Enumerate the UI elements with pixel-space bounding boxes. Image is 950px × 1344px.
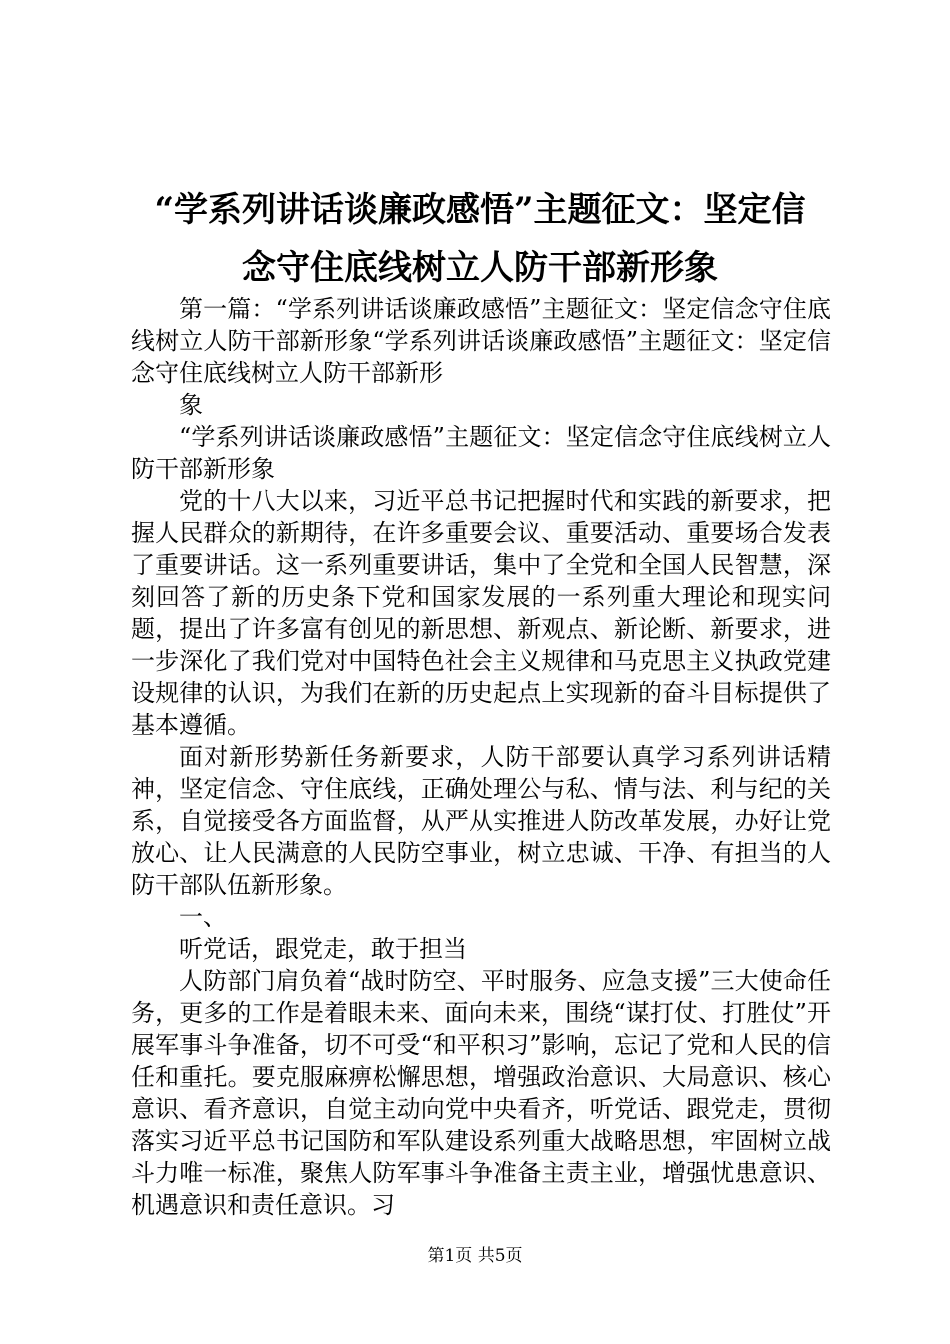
section-heading: 听党话，跟党走，敢于担当 xyxy=(179,935,467,963)
document-title-line-2: 念守住底线树立人防干部新形象 xyxy=(242,248,718,288)
paragraph-continuation: 象 xyxy=(179,391,203,419)
paragraph-requirements: 面对新形势新任务新要求，人防干部要认真学习系列讲话精神，坚定信念、守住底线，正确处理公与私、情与法、利与纪的关系，自觉接受各方面监督，从严从实推进人防改革发展，办好让党放心、让人民满意的人民防空事业，树立忠诚、干净、有担当的人防干部队伍新形象。 xyxy=(131,743,831,899)
document-title-line-1: “学系列讲话谈廉政感悟”主题征文：坚定信 xyxy=(154,190,806,230)
document-body xyxy=(131,293,831,1219)
page-footer: 第1页 共5页 xyxy=(427,1246,523,1266)
paragraph-first-piece-heading: 第一篇：“学系列讲话谈廉政感悟”主题征文：坚定信念守住底线树立人防干部新形象“学系列讲话谈廉政感悟”主题征文：坚定信念守住底线树立人防干部新形 xyxy=(131,295,831,387)
paragraph-section-one: 人防部门肩负着“战时防空、平时服务、应急支援”三大使命任务，更多的工作是着眼未来、面向未来，围绕“谋打仗、打胜仗”开展军事斗争准备，切不可受“和平积习”影响，忘记了党和人民的信任和重托。要克服麻痹松懈思想，增强政治意识、大局意识、核心意识、看齐意识，自觉主动向党中央看齐，听党话、跟党走，贯彻落实习近平总书记国防和军队建设系列重大战略思想，牢固树立战斗力唯一标准，聚焦人防军事斗争准备主责主业，增强忧患意识、机遇意识和责任意识。习 xyxy=(131,967,831,1219)
paragraph-intro: 党的十八大以来，习近平总书记把握时代和实践的新要求，把握人民群众的新期待，在许多重要会议、重要活动、重要场合发表了重要讲话。这一系列重要讲话，集中了全党和全国人民智慧，深刻回答了新的历史条下党和国家发展的一系列重大理论和现实问题，提出了许多富有创见的新思想、新观点、新论断、新要求，进一步深化了我们党对中国特色社会主义规律和马克思主义执政党建设规律的认识，为我们在新的历史起点上实现新的奋斗目标提供了基本遵循。 xyxy=(131,487,831,739)
paragraph-subtitle: “学系列讲话谈廉政感悟”主题征文：坚定信念守住底线树立人防干部新形象 xyxy=(131,423,831,483)
section-number: 一、 xyxy=(179,903,227,931)
